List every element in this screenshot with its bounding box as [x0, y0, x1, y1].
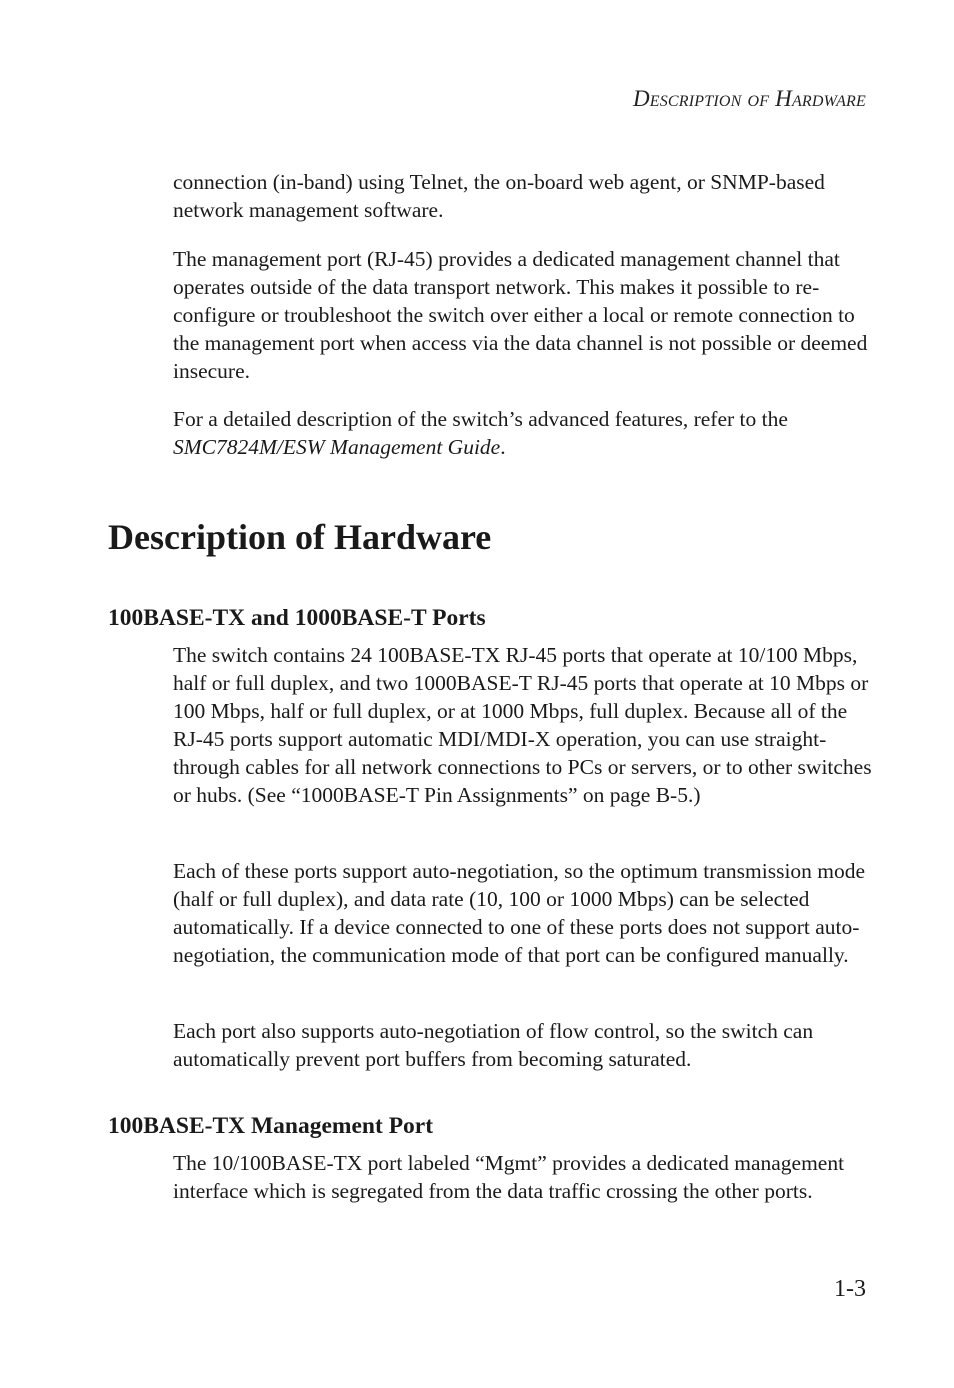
subsection-heading-ports: 100BASE-TX and 1000BASE-T Ports — [108, 605, 486, 631]
page-number: 1-3 — [834, 1276, 866, 1302]
subsection-heading-management-port: 100BASE-TX Management Port — [108, 1113, 434, 1139]
ports-paragraph-2: Each of these ports support auto-negotiation, so the optimum transmission mode (half or full duplex), and data rate (10, 100 or 1000 Mbps) can be selected automatically. If a device connected to one of these ports does not support auto-negotiation, the communication mode of that port can be configured manually. — [173, 859, 866, 967]
intro-paragraph-3-prefix: For a detailed description of the switch’s advanced features, refer to the — [173, 407, 788, 431]
intro-paragraph-3 — [173, 405, 873, 461]
ports-paragraph-1: The switch contains 24 100BASE-TX RJ-45 ports that operate at 10/100 Mbps, half or full duplex, and two 1000BASE-T RJ-45 ports that operate at 10 Mbps or 100 Mbps, half or full duplex, or at 1000 Mbps, full duplex. Because all of the RJ-45 ports support automatic MDI/MDI-X operation, you can use straight-through cables for all network connections to PCs or servers, or to other switches or hubs. (See “1000BASE-T Pin Assignments” on page B-5.) — [173, 643, 872, 807]
intro-paragraph-2: The management port (RJ-45) provides a dedicated management channel that operates outside of the data transport network. This makes it possible to re-configure or troubleshoot the switch over either a local or remote connection to the management port when access via the data channel is not possible or deemed insecure. — [173, 247, 868, 383]
section-heading: Description of Hardware — [108, 517, 492, 557]
intro-paragraph-3-suffix: . — [500, 435, 506, 459]
ports-paragraph-3: Each port also supports auto-negotiation of flow control, so the switch can automatically prevent port buffers from becoming saturated. — [173, 1019, 814, 1071]
intro-paragraph-1: connection (in-band) using Telnet, the on-board web agent, or SNMP-based network management software. — [173, 170, 825, 222]
running-header: Description of Hardware — [632, 86, 866, 111]
management-port-paragraph: The 10/100BASE-TX port labeled “Mgmt” provides a dedicated management interface which is segregated from the data traffic crossing the other ports. — [173, 1151, 845, 1203]
management-guide-title: SMC7824M/ESW Management Guide — [173, 435, 501, 459]
